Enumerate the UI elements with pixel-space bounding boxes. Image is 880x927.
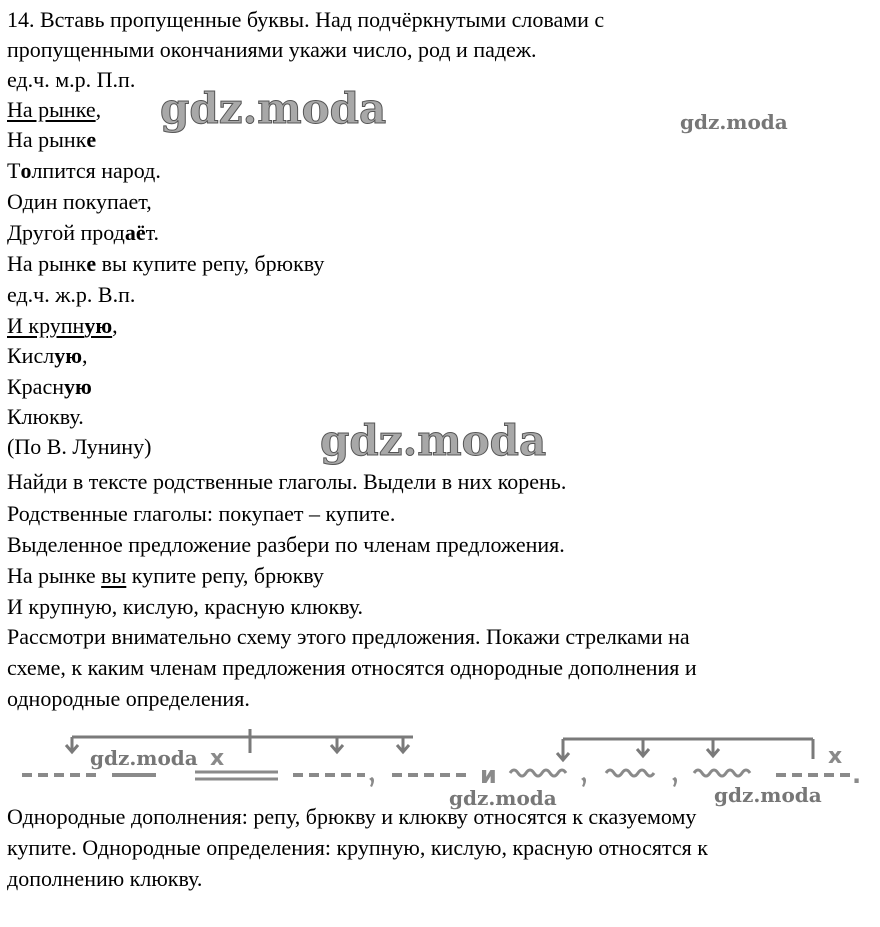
comma: , — [82, 343, 88, 368]
question-2: Выделенное предложение разбери по членам предложения. — [7, 532, 565, 557]
comma-mark — [369, 777, 374, 787]
inserted-letter: ую — [54, 343, 83, 368]
question-3-line-3: однородные определения. — [7, 686, 250, 711]
conjunction-mark: и — [480, 761, 497, 789]
comma: , — [95, 97, 102, 122]
answer-2-line-2: купите. Однородные определения: крупную, кислую, красную относятся к — [7, 835, 708, 860]
watermark: gdz.moda — [160, 84, 387, 133]
inserted-letter: е — [86, 127, 97, 152]
poem-line-10: Клюкву. — [7, 404, 84, 429]
watermark: gdz.moda — [680, 110, 788, 134]
text: Другой прод — [7, 220, 125, 245]
text: лпится народ. — [31, 158, 161, 183]
wavy-definition-3 — [694, 770, 750, 776]
grammar-note-1: ед.ч. м.р. П.п. — [7, 67, 136, 92]
text: вы купите репу, брюкву — [96, 251, 325, 276]
poem-line-5 — [7, 219, 159, 247]
inserted-letter: е — [86, 251, 97, 276]
sentence-line-1 — [7, 562, 324, 590]
period-mark: . — [852, 761, 862, 789]
inserted-letter: о — [20, 158, 32, 183]
sentence-line-2: И крупную, кислую, красную клюкву. — [7, 594, 364, 619]
poem-line-8 — [7, 342, 88, 370]
poem-line-7 — [7, 312, 118, 340]
watermark: gdz.moda — [90, 746, 198, 770]
answer-2-line-3: дополнению клюкву. — [7, 866, 203, 891]
text: На рынке — [7, 563, 102, 588]
text: купите репу, брюкву — [126, 563, 324, 588]
subject-word: вы — [101, 563, 127, 588]
inserted-letter: ую — [63, 374, 92, 399]
underlined-word — [7, 313, 112, 338]
watermark: gdz.moda — [320, 416, 547, 465]
question-3-line-1: Рассмотри внимательно схему этого предложения. Покажи стрелками на — [7, 624, 690, 649]
watermark: gdz.moda — [449, 786, 557, 810]
answer-1: Родственные глаголы: покупает – купите. — [7, 501, 396, 526]
text: Кисл — [7, 343, 55, 368]
task-heading-cont: пропущенными окончаниями укажи число, род и падеж. — [7, 37, 537, 62]
poem-line-1 — [7, 96, 101, 124]
wavy-definition-1 — [510, 770, 566, 776]
text: т. — [145, 220, 160, 245]
task-heading: 14. Вставь пропущенные буквы. Над подчёркнутыми словами с — [7, 7, 605, 32]
comma-mark — [672, 777, 677, 787]
comma-mark — [581, 777, 586, 787]
text: На рынк — [7, 127, 87, 152]
poem-line-9 — [7, 373, 92, 401]
question-1: Найди в тексте родственные глаголы. Выдели в них корень. — [7, 469, 567, 494]
x-mark-right: x — [828, 744, 843, 769]
answer-2-line-1: Однородные дополнения: репу, брюкву и клюкву относятся к сказуемому — [7, 804, 697, 829]
x-mark-left: x — [210, 746, 225, 771]
text: На рынк — [7, 251, 87, 276]
poem-line-2 — [7, 126, 96, 154]
poem-author: (По В. Лунину) — [7, 434, 152, 459]
poem-line-4: Один покупает, — [7, 189, 152, 214]
grammar-note-2: ед.ч. ж.р. В.п. — [7, 282, 136, 307]
text: Т — [7, 158, 21, 183]
wavy-definition-2 — [606, 770, 654, 776]
text: Красн — [7, 374, 64, 399]
poem-line-3 — [7, 157, 161, 185]
inserted-letter: аё — [124, 220, 146, 245]
question-3-line-2: схеме, к каким членам предложения относятся однородные дополнения и — [7, 655, 697, 680]
underlined-word: На рынке — [7, 97, 96, 122]
inserted-letter: ую — [84, 313, 113, 338]
comma: , — [112, 313, 118, 338]
watermark: gdz.moda — [714, 783, 822, 807]
text: И крупн — [7, 313, 85, 338]
poem-line-6 — [7, 250, 324, 278]
